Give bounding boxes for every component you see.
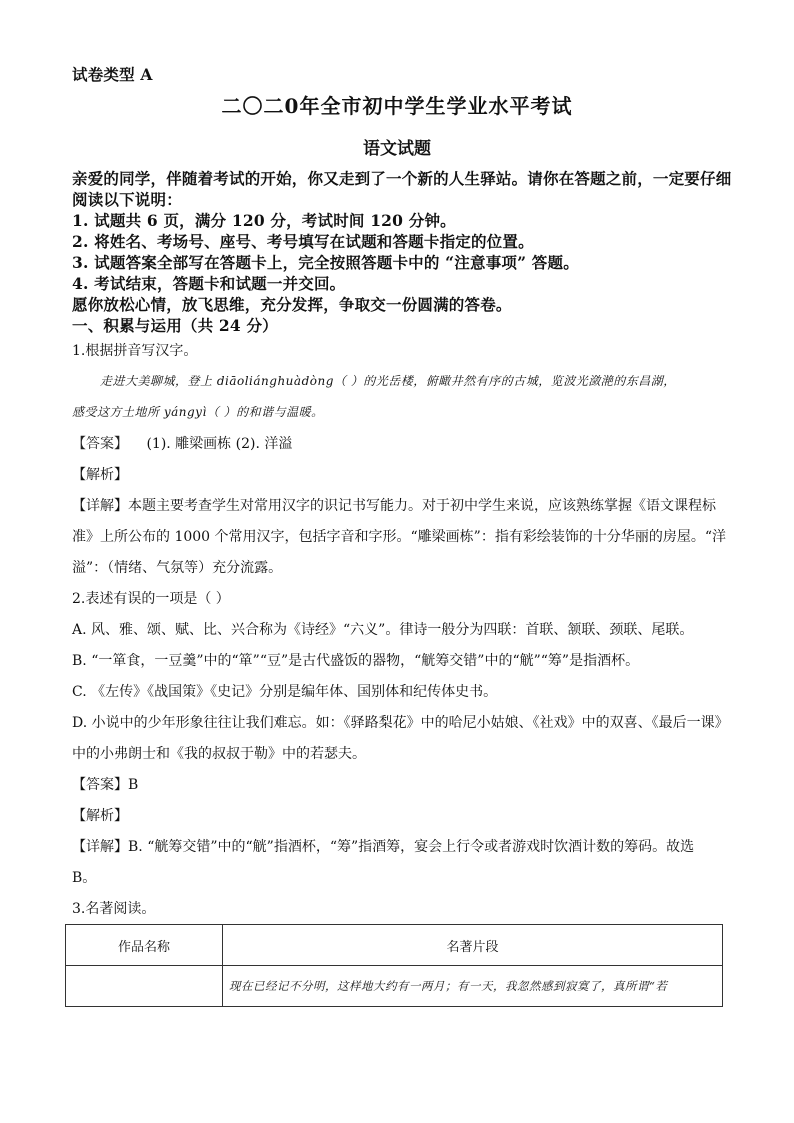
exam-subtitle: 语文试题 (363, 139, 431, 159)
table-row (66, 966, 723, 1007)
question-2-option: 中的小弗朗士和《我的叔叔于勒》中的若瑟夫。 (72, 746, 366, 762)
question-1-detail: 准》上所公布的 1000 个常用汉字，包括字音和字形。“雕梁画栋”：指有彩绘装饰的十分华丽的房屋。“洋 (72, 529, 726, 545)
works-table (65, 924, 723, 1007)
analysis-tag: 【解析】 (72, 808, 128, 824)
question-1-passage: 感受这方土地所 yángyì（ ）的和谐与温暖。 (72, 405, 324, 419)
answer-tag: 【答案】 (72, 777, 128, 793)
question-2-detail: 【详解】B. “觥筹交错”中的“觥”指酒杯，“筹”指酒筹，宴会上行令或者游戏时饮酒计数的筹码。故选 (72, 839, 695, 855)
analysis-tag: 【解析】 (72, 467, 128, 483)
question-1-passage: 走进大美聊城，登上 diāoliánghuàdòng（ ）的光岳楼，俯瞰井然有序的古城，览波光潋滟的东昌湖， (100, 374, 676, 388)
instruction-line: 亲爱的同学，伴随着考试的开始，你又走到了一个新的人生驿站。请你在答题之前，一定要仔细 (72, 169, 732, 188)
question-2-answer: B (128, 777, 139, 793)
exam-title: 二〇二0年全市初中学生学业水平考试 (221, 94, 573, 118)
instruction-line: 3. 试题答案全部写在答题卡上，完全按照答题卡中的 “注意事项” 答题。 (72, 253, 579, 272)
instruction-line: 阅读以下说明： (72, 190, 182, 209)
table-cell: 现在已经记不分明，这样地大约有一两月；有一天，我忽然感到寂寞了，真所谓“若 (223, 966, 723, 1007)
question-1-stem: 1.根据拼音写汉字。 (72, 343, 198, 359)
question-2-stem: 2.表述有误的一项是（ ） (72, 591, 230, 607)
table-header-row (66, 925, 723, 966)
question-1-detail: 溢”：（情绪、气氛等）充分流露。 (72, 560, 283, 576)
table-header-cell: 作品名称 (66, 925, 223, 966)
table-cell (66, 966, 223, 1007)
instruction-line: 愿你放松心情，放飞思维，充分发挥，争取交一份圆满的答卷。 (72, 295, 512, 314)
question-2-option: C. 《左传》《战国策》《史记》分别是编年体、国别体和纪传体史书。 (72, 684, 498, 700)
instruction-line: 1. 试题共 6 页，满分 120 分，考试时间 120 分钟。 (72, 211, 456, 230)
table-header-cell: 名著片段 (223, 925, 723, 966)
question-2-option: B. “一箪食，一豆羹”中的“箪”“豆”是古代盛饭的器物，“觥筹交错”中的“觥”“筹”是指酒杯。 (72, 653, 640, 669)
question-3-stem: 3.名著阅读。 (72, 901, 156, 917)
question-2-option: A. 风、雅、颂、赋、比、兴合称为《诗经》“六义”。律诗一般分为四联：首联、颔联、颈联、尾联。 (72, 622, 694, 638)
question-1-answer: (1). 雕梁画栋 (2). 洋溢 (146, 436, 293, 452)
instruction-line: 4. 考试结束，答题卡和试题一并交回。 (72, 274, 346, 293)
question-2-option: D. 小说中的少年形象往往让我们难忘。如：《驿路梨花》中的哈尼小姑娘、《社戏》中的双喜、《最后一课》 (72, 715, 729, 731)
question-2-detail: B。 (72, 870, 97, 886)
section-heading: 一、积累与运用（共 24 分） (72, 316, 278, 335)
paper-type: 试卷类型 A (72, 65, 153, 84)
question-1-detail: 【详解】本题主要考查学生对常用汉字的识记书写能力。对于初中学生来说，应该熟练掌握《语文课程标 (72, 498, 716, 514)
answer-tag: 【答案】 (72, 436, 128, 452)
instruction-line: 2. 将姓名、考场号、座号、考号填写在试题和答题卡指定的位置。 (72, 232, 534, 251)
